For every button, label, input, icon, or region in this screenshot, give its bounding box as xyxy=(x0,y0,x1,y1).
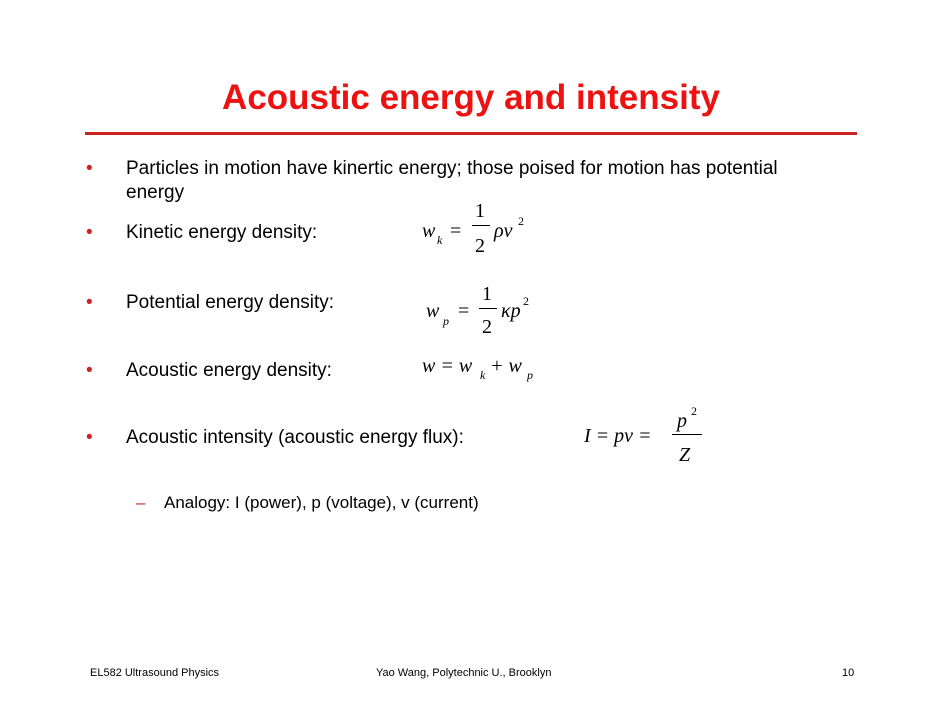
eq-kinetic-fraction-bar xyxy=(472,225,490,226)
eq-intensity-lhs: I = pv = xyxy=(584,425,652,447)
eq-potential-denominator: 2 xyxy=(482,316,492,338)
eq-acoustic-lhs: w = w xyxy=(422,355,473,377)
footer-page-number: 10 xyxy=(842,667,855,679)
eq-kinetic-exponent: 2 xyxy=(518,214,524,228)
bullet-marker: • xyxy=(86,360,93,381)
eq-kinetic-lhs: w xyxy=(422,220,436,242)
eq-potential-fraction-bar xyxy=(479,308,497,309)
eq-kinetic-denominator: 2 xyxy=(475,235,485,257)
sub-bullet-marker: – xyxy=(136,493,146,512)
footer-author: Yao Wang, Polytechnic U., Brooklyn xyxy=(376,667,552,679)
eq-intensity-exponent: 2 xyxy=(691,404,697,418)
eq-potential-lhs-sub: p xyxy=(443,314,449,328)
eq-potential-exponent: 2 xyxy=(523,294,529,308)
bullet-acoustic-intensity: Acoustic intensity (acoustic energy flux): xyxy=(126,427,464,448)
eq-potential-lhs: w xyxy=(426,300,440,322)
title-divider xyxy=(85,132,857,135)
bullet-potential-energy: Potential energy density: xyxy=(126,292,335,313)
eq-intensity-denominator: Z xyxy=(679,444,691,466)
eq-intensity-fraction-bar xyxy=(672,434,702,435)
bullet-kinetic-energy: Kinetic energy density: xyxy=(126,222,318,243)
eq-acoustic-mid: + w xyxy=(490,355,522,377)
bullet-marker: • xyxy=(86,158,93,179)
footer-course: EL582 Ultrasound Physics xyxy=(90,667,220,679)
eq-potential-rhs: κp xyxy=(501,300,521,322)
bullet-marker: • xyxy=(86,222,93,243)
eq-kinetic-numerator: 1 xyxy=(475,200,485,222)
bullet-marker: • xyxy=(86,427,93,448)
sub-bullet-analogy: Analogy: I (power), p (voltage), v (current) xyxy=(164,493,479,512)
eq-intensity-numerator: p xyxy=(677,410,687,432)
eq-potential-equals: = xyxy=(458,300,470,322)
eq-kinetic-lhs-sub: k xyxy=(437,233,443,247)
eq-potential-numerator: 1 xyxy=(482,283,492,305)
bullet-acoustic-energy: Acoustic energy density: xyxy=(126,360,332,381)
eq-acoustic-sub-p: p xyxy=(527,368,533,382)
eq-kinetic-rhs: ρv xyxy=(494,220,513,242)
slide-title: Acoustic energy and intensity xyxy=(222,78,720,117)
bullet-marker: • xyxy=(86,292,93,313)
bullet-particles-motion: Particles in motion have kinertic energy; those poised for motion has potential energy xyxy=(126,158,778,203)
eq-acoustic-sub-k: k xyxy=(480,368,486,382)
eq-kinetic-equals: = xyxy=(450,220,462,242)
